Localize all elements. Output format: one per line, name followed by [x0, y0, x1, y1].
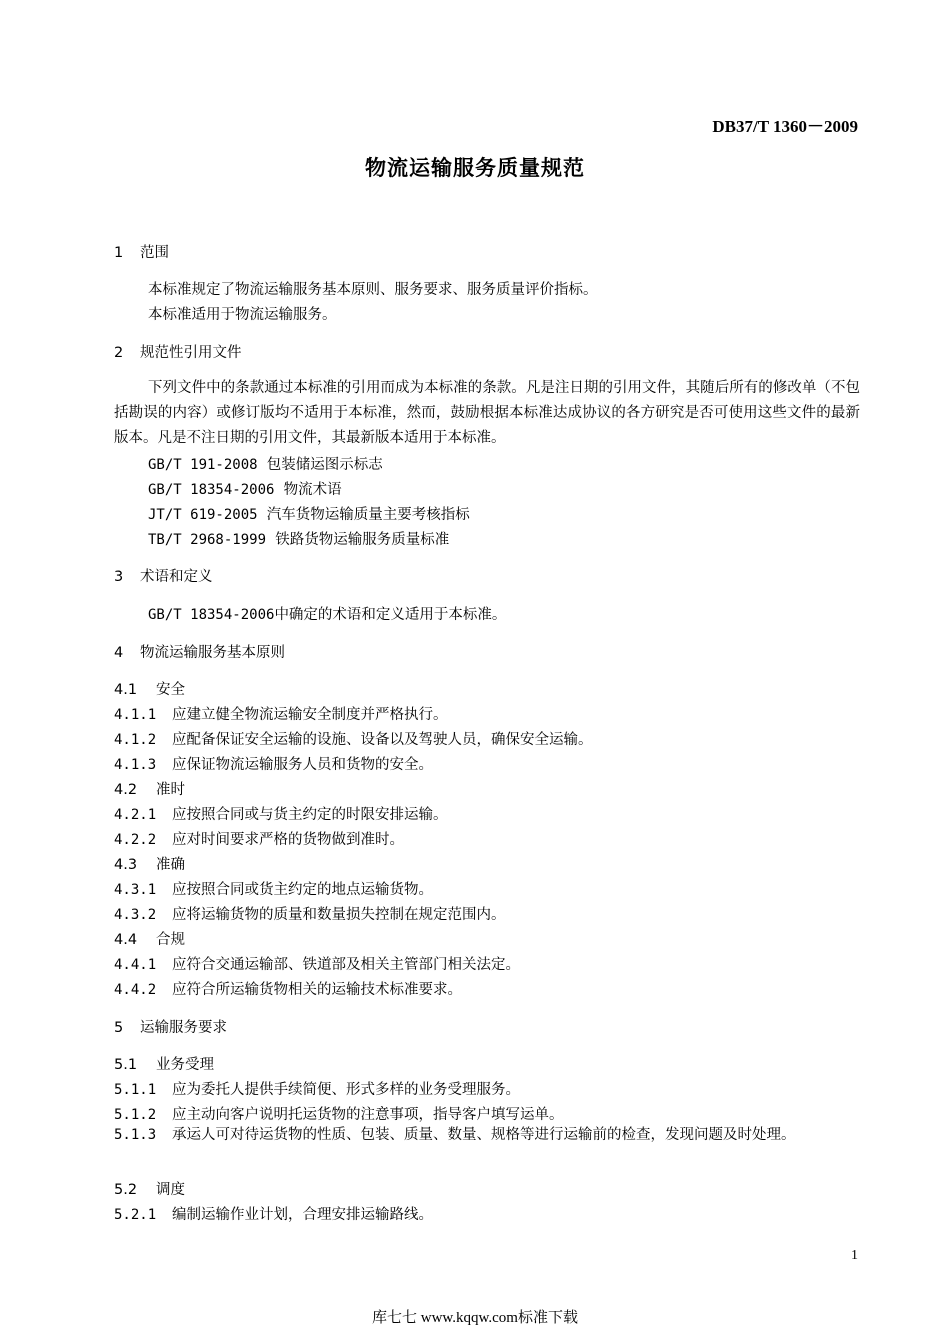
- clause-text: 应按照合同或与货主约定的时限安排运输。: [172, 807, 448, 823]
- scope-paragraph-2: 本标准适用于物流运输服务。: [148, 307, 337, 323]
- scope-paragraph-1: 本标准规定了物流运输服务基本原则、服务要求、服务质量评价指标。: [148, 282, 598, 298]
- clause-number: 5.2.1: [114, 1207, 157, 1223]
- clause-text: 应将运输货物的质量和数量损失控制在规定范围内。: [172, 907, 506, 923]
- reference-code: JT/T 619-2005: [148, 507, 258, 523]
- reference-code: GB/T 18354-2006: [148, 482, 275, 498]
- clause-number: 5.1.2: [114, 1107, 157, 1123]
- subsection-number: 4.3: [114, 857, 138, 873]
- clause-text: 应配备保证安全运输的设施、设备以及驾驶人员，确保安全运输。: [172, 732, 593, 748]
- subsection-title: 安全: [156, 682, 185, 698]
- reference-code: TB/T 2968-1999: [148, 532, 267, 548]
- subsection-heading-4-4: [114, 928, 185, 949]
- clause-text: 应主动向客户说明托运货物的注意事项，指导客户填写运单。: [172, 1107, 564, 1123]
- clause-4-1-1: [114, 703, 448, 724]
- clause-4-4-1: [114, 953, 520, 974]
- terms-reference-code: GB/T 18354-2006: [148, 607, 275, 623]
- subsection-title: 调度: [156, 1182, 185, 1198]
- clause-4-3-1: [114, 878, 433, 899]
- subsection-title: 准确: [156, 857, 185, 873]
- section-5-heading: [114, 1016, 227, 1037]
- subsection-heading-4-1: [114, 678, 185, 699]
- clause-number: 4.1.1: [114, 707, 157, 723]
- subsection-number: 5.1: [114, 1057, 138, 1073]
- clause-5-1-3: [114, 1123, 860, 1148]
- subsection-title: 准时: [156, 782, 185, 798]
- clause-4-1-2: [114, 728, 593, 749]
- clause-text: 承运人可对待运货物的性质、包装、质量、数量、规格等进行运输前的检查，发现问题及时处理。: [172, 1127, 796, 1143]
- clause-number: 4.2.1: [114, 807, 157, 823]
- clause-text: 应符合所运输货物相关的运输技术标准要求。: [172, 982, 462, 998]
- page-number: 1: [851, 1248, 858, 1263]
- section-number: 4: [114, 645, 124, 661]
- section-4-heading: [114, 641, 285, 662]
- reference-title: 铁路货物运输服务质量标准: [275, 532, 450, 548]
- clause-number: 4.3.1: [114, 882, 157, 898]
- clause-4-2-1: [114, 803, 448, 824]
- clause-number: 4.1.2: [114, 732, 157, 748]
- section-title: 规范性引用文件: [140, 345, 242, 361]
- clause-4-3-2: [114, 903, 506, 924]
- subsection-heading-4-2: [114, 778, 185, 799]
- section-number: 3: [114, 569, 124, 585]
- clause-number: 5.1.3: [114, 1127, 157, 1143]
- subsection-number: 4.4: [114, 932, 138, 948]
- clause-4-1-3: [114, 753, 433, 774]
- reference-title: 物流术语: [283, 482, 342, 498]
- normative-intro: 下列文件中的条款通过本标准的引用而成为本标准的条款。凡是注日期的引用文件，其随后所有的修改单（不包括勘误的内容）或修订版均不适用于本标准，然而，鼓励根据本标准达成协议的各方研究是否可使用这些文件的最新版本。凡是不注日期的引用文件，其最新版本适用于本标准。: [114, 380, 860, 446]
- reference-item: [148, 528, 449, 549]
- subsection-heading-5-1: [114, 1053, 214, 1074]
- reference-item: [148, 503, 470, 524]
- section-number: 5: [114, 1020, 124, 1036]
- section-2-heading: [114, 341, 242, 362]
- clause-text: 应按照合同或货主约定的地点运输货物。: [172, 882, 433, 898]
- section-title: 物流运输服务基本原则: [140, 645, 285, 661]
- subsection-number: 5.2: [114, 1182, 138, 1198]
- reference-code: GB/T 191-2008: [148, 457, 258, 473]
- section-title: 范围: [140, 245, 169, 261]
- clause-number: 4.4.1: [114, 957, 157, 973]
- reference-item: [148, 478, 342, 499]
- document-title: 物流运输服务质量规范: [365, 156, 585, 180]
- subsection-number: 4.2: [114, 782, 138, 798]
- clause-5-2-1: [114, 1203, 433, 1224]
- section-1-heading: [114, 241, 169, 262]
- clause-number: 4.4.2: [114, 982, 157, 998]
- clause-text: 应保证物流运输服务人员和货物的安全。: [172, 757, 433, 773]
- subsection-heading-4-3: [114, 853, 185, 874]
- subsection-heading-5-2: [114, 1178, 185, 1199]
- terms-paragraph: [148, 603, 506, 624]
- subsection-number: 4.1: [114, 682, 138, 698]
- clause-text: 编制运输作业计划，合理安排运输路线。: [172, 1207, 433, 1223]
- clause-text: 应建立健全物流运输安全制度并严格执行。: [172, 707, 448, 723]
- footer-watermark: 库七七 www.kqqw.com标准下载: [372, 1310, 578, 1326]
- clause-5-1-1: [114, 1078, 520, 1099]
- reference-title: 汽车货物运输质量主要考核指标: [266, 507, 470, 523]
- subsection-title: 合规: [156, 932, 185, 948]
- clause-number: 4.1.3: [114, 757, 157, 773]
- clause-4-2-2: [114, 828, 404, 849]
- reference-item: [148, 453, 383, 474]
- clause-5-1-2: [114, 1103, 564, 1124]
- section-number: 2: [114, 345, 124, 361]
- section-number: 1: [114, 245, 124, 261]
- clause-number: 4.3.2: [114, 907, 157, 923]
- section-title: 术语和定义: [140, 569, 213, 585]
- clause-text: 应符合交通运输部、铁道部及相关主管部门相关法定。: [172, 957, 520, 973]
- subsection-title: 业务受理: [156, 1057, 214, 1073]
- clause-number: 4.2.2: [114, 832, 157, 848]
- standard-code: DB37/T 1360－2009: [712, 117, 858, 136]
- clause-text: 应对时间要求严格的货物做到准时。: [172, 832, 404, 848]
- clause-4-4-2: [114, 978, 462, 999]
- section-title: 运输服务要求: [140, 1020, 227, 1036]
- terms-text: 中确定的术语和定义适用于本标准。: [274, 607, 507, 623]
- reference-title: 包装储运图示标志: [266, 457, 383, 473]
- clause-text: 应为委托人提供手续简便、形式多样的业务受理服务。: [172, 1082, 520, 1098]
- clause-number: 5.1.1: [114, 1082, 157, 1098]
- section-3-heading: [114, 565, 213, 586]
